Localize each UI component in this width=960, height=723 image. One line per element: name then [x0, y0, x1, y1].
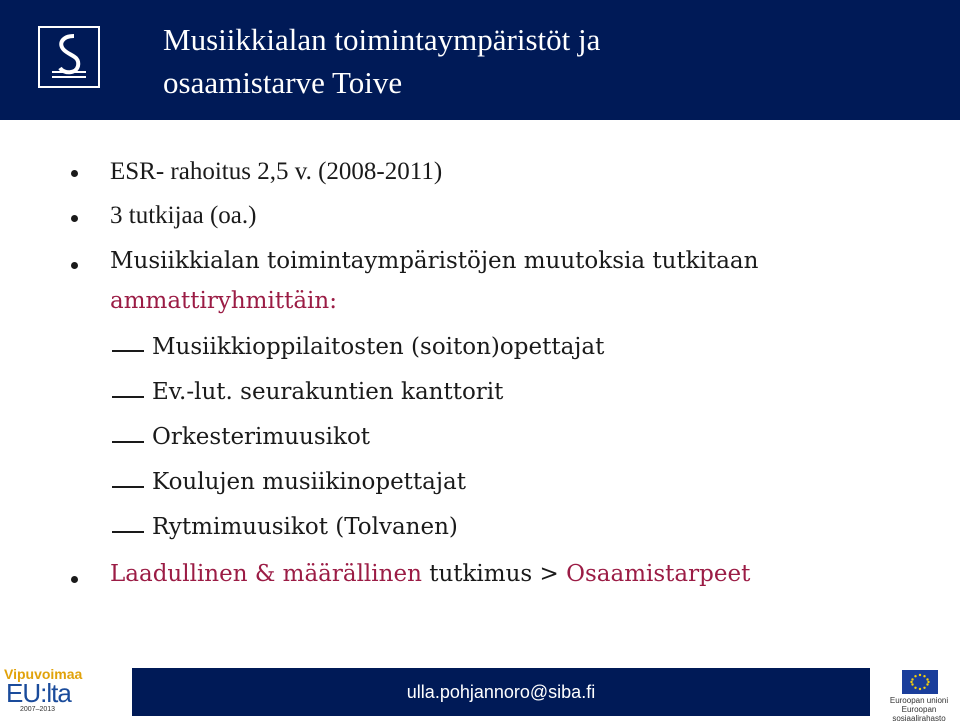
eu-logo-text [878, 696, 960, 723]
eu-stars-icon [902, 670, 938, 694]
sub-dash [112, 396, 144, 398]
subitem-music-schools: Musiikkioppilaitosten (soiton)opettajat [152, 334, 605, 360]
bullet-research-topic: Musiikkialan toimintaympäristöjen muutoksia tutkitaan [110, 248, 759, 274]
slide-footer [132, 668, 870, 716]
eu-line-2: Euroopan sosiaalirahasto [892, 705, 946, 723]
footer-email: ulla.pohjannoro@siba.fi [406, 682, 596, 702]
sub-dash [112, 350, 144, 352]
subitem-orchestra: Orkesterimuusikot [152, 424, 371, 450]
bullet-dot [71, 262, 78, 269]
vipuvoimaa-years: 2007–2013 [20, 706, 56, 713]
title-line-1: Musiikkialan toimintaympäristöt ja [163, 22, 601, 57]
siba-logo [38, 26, 100, 88]
bullet-dot [71, 170, 78, 177]
siba-logo-icon [40, 28, 98, 86]
bullet-esr-funding: ESR- rahoitus 2,5 v. (2008-2011) [110, 158, 443, 185]
bullet-dot [71, 576, 78, 583]
title-line-2: osaamistarve Toive [163, 65, 403, 100]
subitem-rhythm-musicians: Rytmimuusikot (Tolvanen) [152, 514, 458, 540]
sub-dash [112, 486, 144, 488]
vipuvoimaa-eu: EU:lta [6, 678, 71, 708]
eu-line-1: Euroopan unioni [889, 696, 949, 705]
vipuvoimaa-title: Vipuvoimaa [4, 666, 83, 682]
bullet-dot [71, 215, 78, 222]
subitem-cantors: Ev.-lut. seurakuntien kanttorit [152, 379, 504, 405]
eu-logo [878, 668, 960, 723]
slide-header [0, 0, 960, 120]
vipuvoimaa-logo [4, 666, 124, 716]
subitem-school-teachers: Koulujen musiikinopettajat [152, 469, 466, 495]
method-qual-quant: Laadullinen & määrällinen [110, 561, 422, 587]
eu-flag-icon [902, 670, 938, 694]
bullet-method [110, 561, 750, 587]
sub-dash [112, 441, 144, 443]
bullet-researchers: 3 tutkijaa (oa.) [110, 202, 257, 229]
method-research: tutkimus > [421, 561, 567, 587]
bullet-research-topic-accent: ammattiryhmittäin: [110, 288, 337, 314]
sub-dash [112, 531, 144, 533]
slide-title [163, 18, 943, 104]
method-competence-needs: Osaamistarpeet [566, 561, 751, 587]
